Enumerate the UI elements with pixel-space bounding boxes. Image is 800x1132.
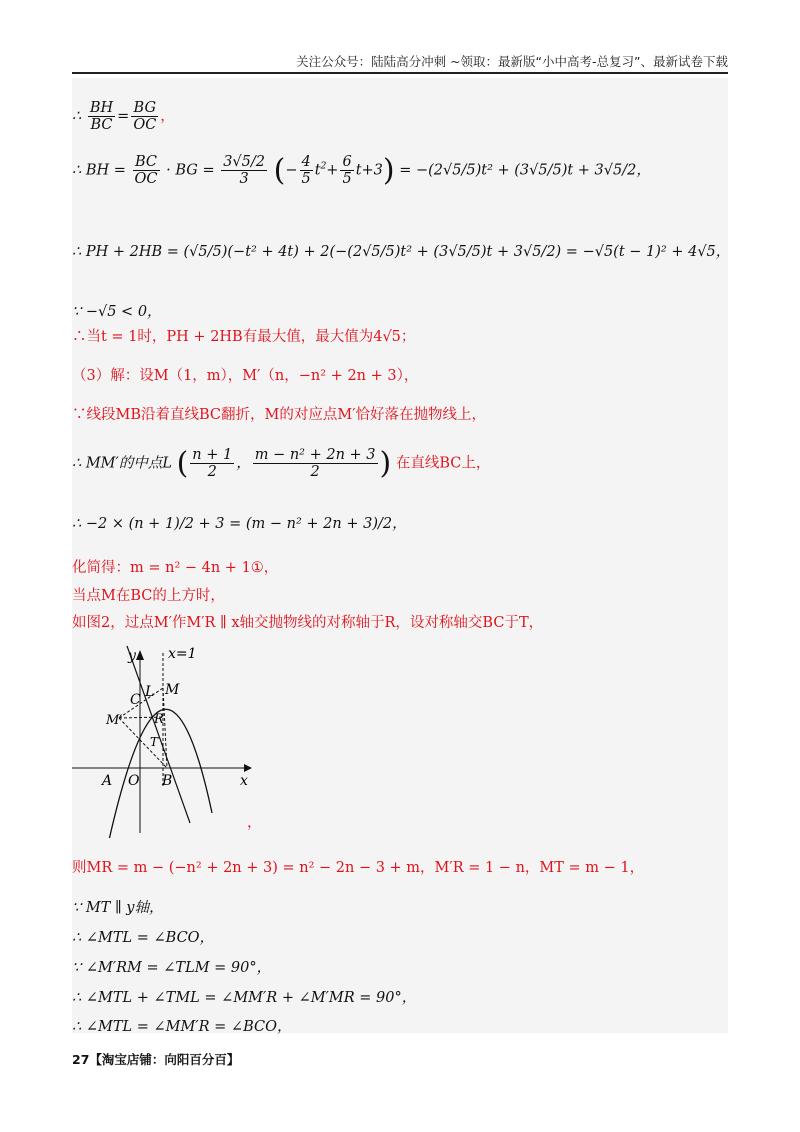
line-mr-expression: 则MR = m − (−n² + 2n + 3) = n² − 2n − 3 + m，M′R = 1 − n，MT = m − 1， [72, 860, 645, 876]
line-angle-mtl: ∴ ∠MTL = ∠BCO， [72, 930, 215, 946]
y-axis-arrow-icon [136, 650, 144, 660]
frac-bc-oc: $\frac{BC}{OC}$ [134, 154, 158, 187]
line-max-value: ∴当t = 1时，PH + 2HB有最大值，最大值为4√5； [72, 329, 416, 345]
page-footer: 27【淘宝店铺：向阳百分百】 [72, 1052, 240, 1067]
line-right-angles: ∵ ∠M′RM = ∠TLM = 90°， [72, 960, 272, 976]
line-angle-equal: ∴ ∠MTL = ∠MM′R = ∠BCO， [72, 1019, 292, 1035]
solution-content [72, 78, 731, 1035]
line-fold-condition: ∵线段MB沿着直线BC翻折，M的对应点M′恰好落在抛物线上， [72, 407, 487, 423]
y-axis-label: y [128, 648, 136, 664]
point-r-label: R [154, 712, 164, 727]
line-figure2-construct: 如图2，过点M′作M′R ∥ x轴交抛物线的对称轴于R，设对称轴交BC于T， [72, 615, 544, 631]
header-rule [72, 72, 728, 74]
point-a-label: A [102, 773, 113, 789]
line-bh: ∴ BH = $\frac{BC}{OC}$ · BG = $\frac{3√5/2}{3}$ (− $\frac{4}{5}$ $t^2+$ $\frac{6}{5}$ t+3) = −(2√5/5)t² + (3√5/5)t + 3√5/2， [72, 153, 651, 188]
point-c-label: C [130, 692, 141, 708]
frac-bh-bc: $\frac{BH}{BC}$ [89, 100, 114, 133]
figure2-graph [72, 638, 262, 838]
line-neg-sqrt5: ∵ −√5 < 0， [72, 304, 162, 320]
parabola [104, 709, 212, 838]
line-case-above: 当点M在BC的上方时， [72, 588, 225, 604]
frac-bg-oc: $\frac{BG}{OC}$ [133, 100, 157, 133]
line-bc [127, 646, 190, 823]
line-equation: ∴ −2 × (n + 1)/2 + 3 = (m − n² + 2n + 3)/2， [72, 516, 407, 532]
line-ph-2hb: ∴ PH + 2HB = (√5/5)(−t² + 4t) + 2(−(2√5/5)t² + (3√5/5)t + 3√5/2) = −√5(t − 1)² + 4√5， [72, 244, 731, 260]
line-simplify: 化简得：m = n² − 4n + 1①， [72, 560, 279, 576]
line-part3-setup: （3）解：设M（1，m），M′（n，−n² + 2n + 3）， [72, 368, 419, 384]
line-angle-sum: ∴ ∠MTL + ∠TML = ∠MM′R + ∠M′MR = 90°， [72, 990, 417, 1006]
page-header: 关注公众号：陆陆高分冲刺 ~领取：最新版“小中高考-总复习”、最新试卷下载 [296, 54, 728, 69]
line-mt-parallel: ∵ MT ∥ y轴， [72, 900, 164, 916]
symmetry-axis-label: x=1 [168, 646, 197, 662]
line-ratio: ∴ $\frac{BH}{BC}$ = $\frac{BG}{OC}$ ， [72, 100, 175, 133]
frac-3sqrt5-over-2-over-3: $\frac{3√5/2}{3}$ [223, 154, 266, 187]
point-b-label: B [162, 773, 173, 789]
line-comma: ， [247, 815, 262, 831]
point-mprime-label: M′ [106, 713, 123, 728]
x-axis-arrow-icon [244, 764, 252, 772]
point-m-label: M [165, 682, 180, 698]
line-midpoint-l: ∴ MM′的中点L ( $\frac{n + 1}{2}$ ， $\frac{\text{m − n² + 2n + 3}}{2}$ ) 在直线BC上， [72, 446, 491, 481]
point-l-label: L [145, 684, 155, 700]
point-t-label: T [150, 735, 159, 749]
point-o-label: O [128, 773, 140, 789]
x-axis-label: x [240, 773, 248, 789]
